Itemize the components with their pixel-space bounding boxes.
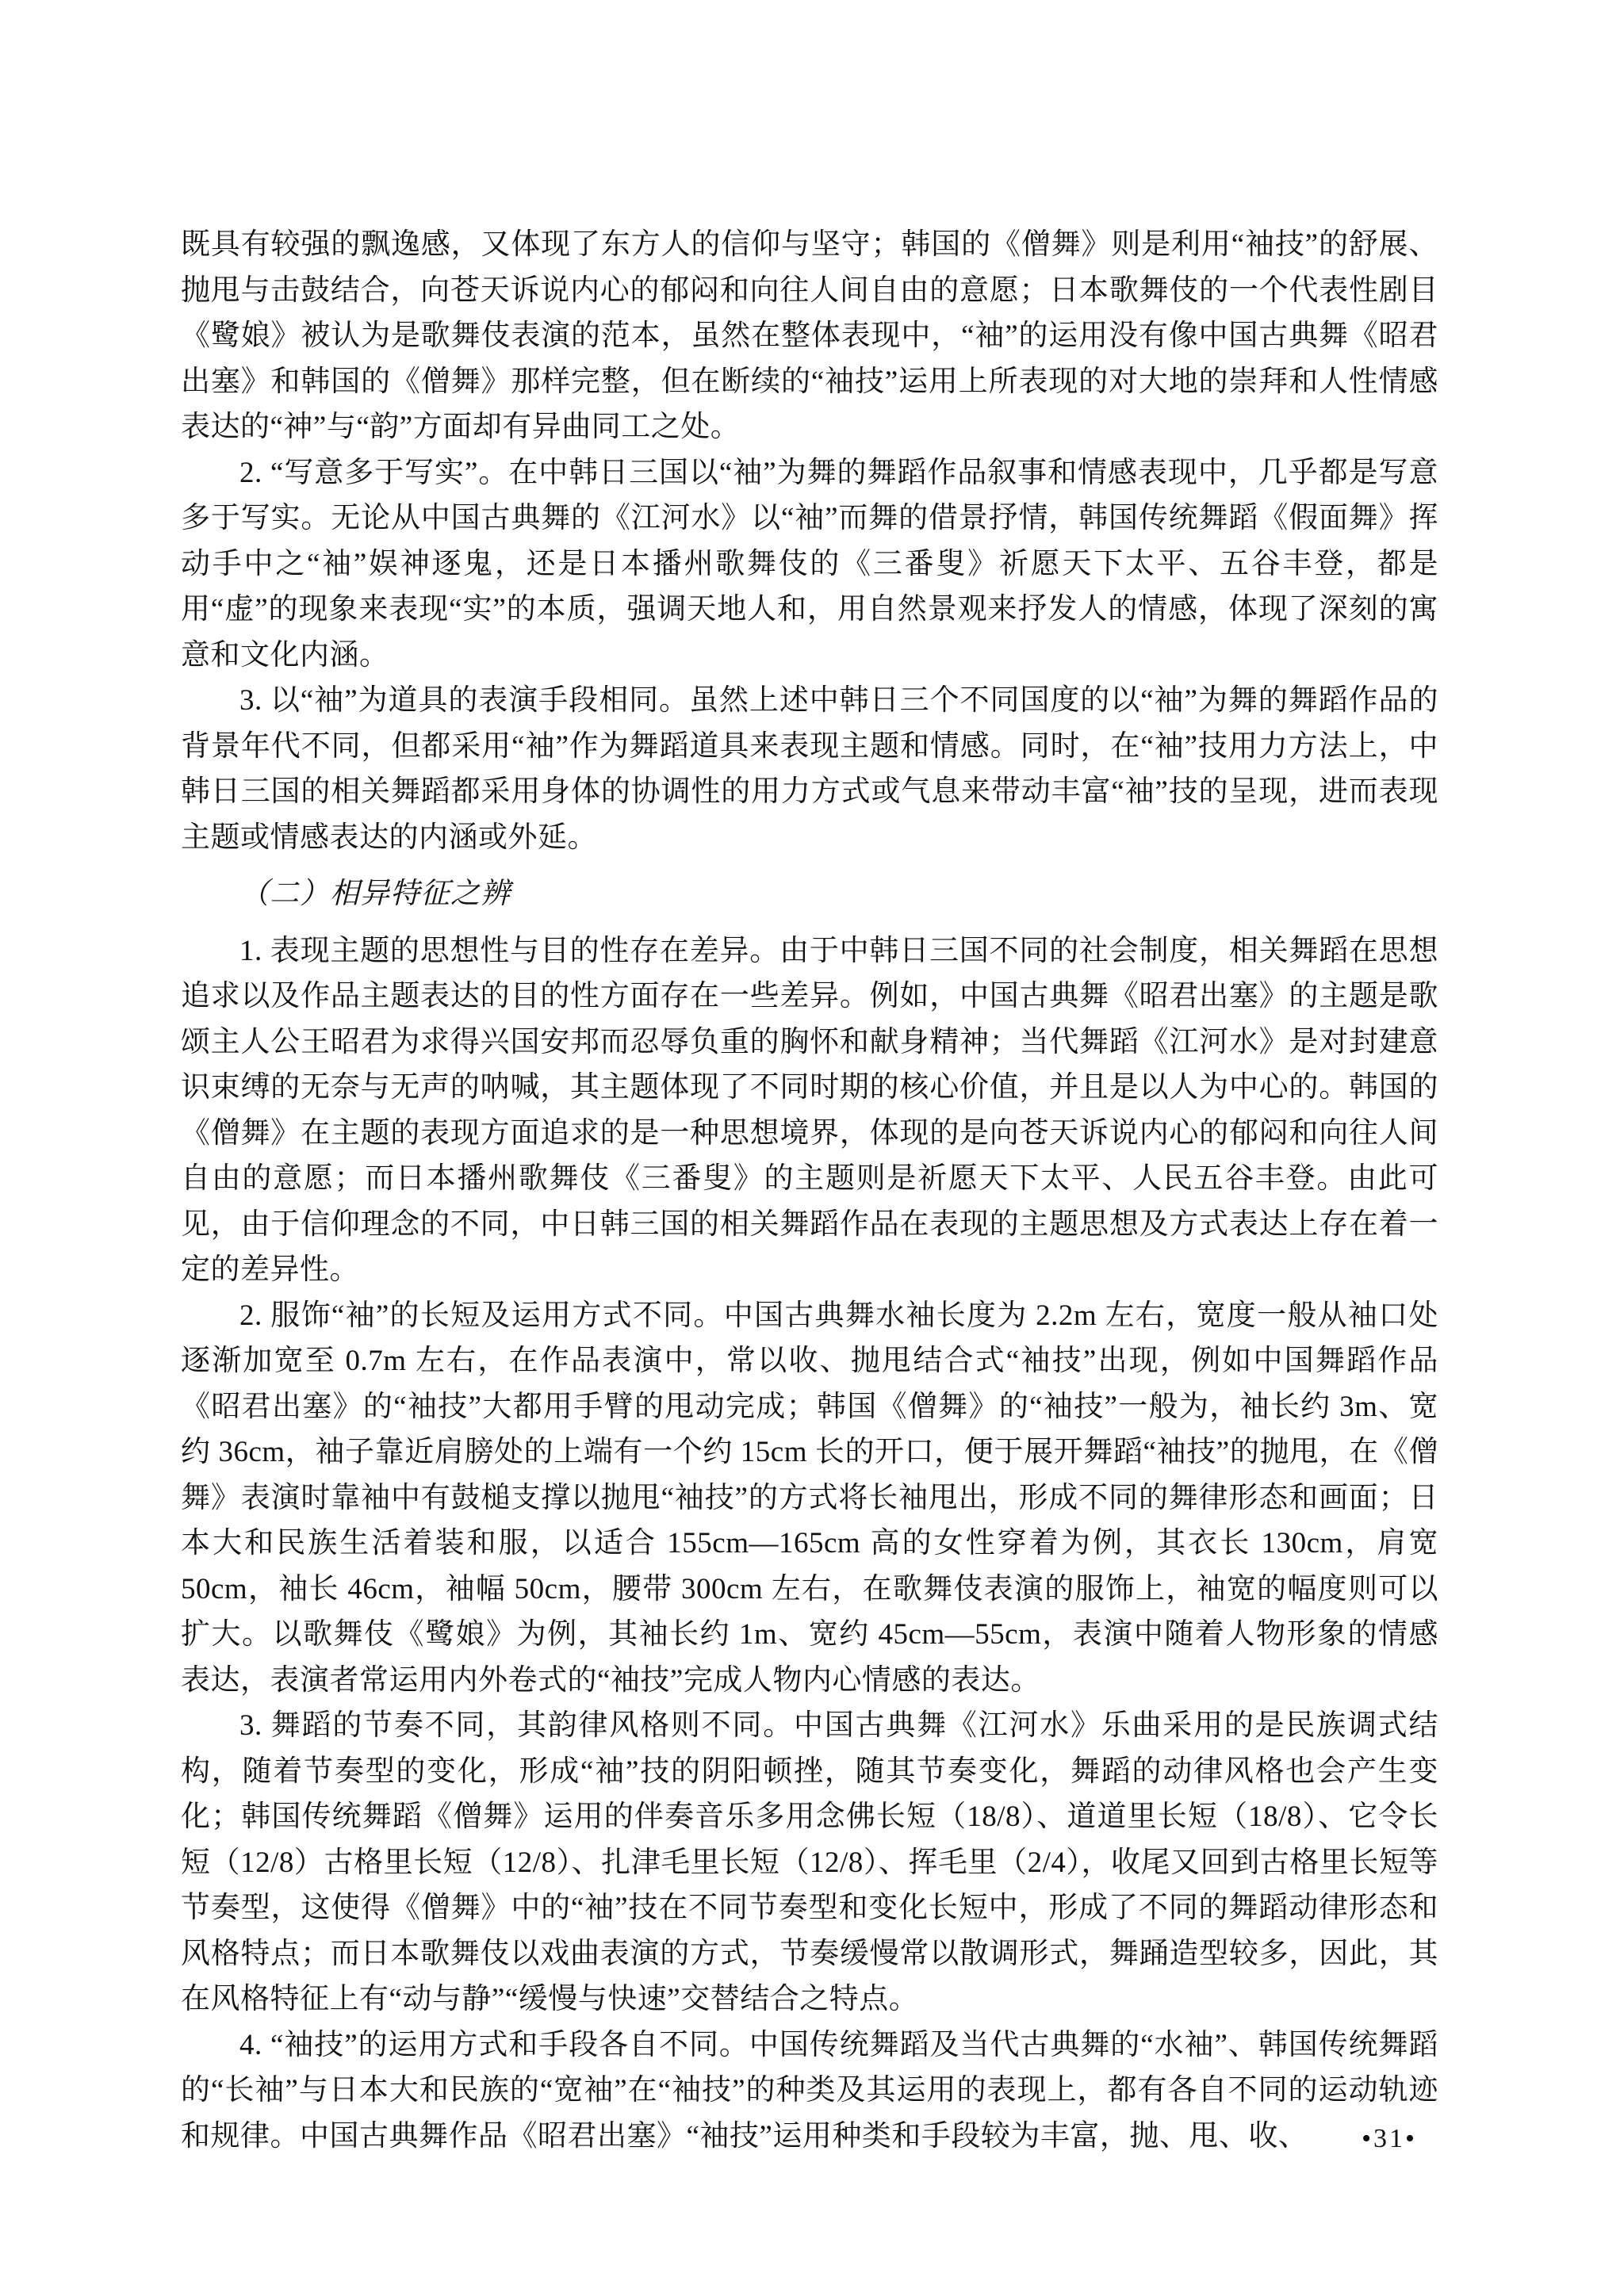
- text-column: [181, 222, 1438, 2159]
- section-heading: （二）相异特征之辨: [239, 878, 511, 910]
- paragraph-similar-3: 3. 以“袖”为道具的表演手段相同。虽然上述中韩日三个不同国度的以“袖”为舞的舞蹈作品的背景年代不同，但都采用“袖”作为舞蹈道具来表现主题和情感。同时，在“袖”技用力方法上，中韩日三国的相关舞蹈都采用身体的协调性的用力方式或气息来带动丰富“袖”技的呈现，进而表现主题或情感表达的内涵或外延。: [181, 684, 1438, 854]
- page-number: •31•: [1362, 2124, 1417, 2153]
- paragraph-continuation: 既具有较强的飘逸感，又体现了东方人的信仰与坚守；韩国的《僧舞》则是利用“袖技”的舒展、抛甩与击鼓结合，向苍天诉说内心的郁闷和向往人间自由的意愿；日本歌舞伎的一个代表性剧目《鹭娘》被认为是歌舞伎表演的范本，虽然在整体表现中，“袖”的运用没有像中国古典舞《昭君出塞》和韩国的《僧舞》那样完整，但在断续的“袖技”运用上所表现的对大地的崇拜和人性情感表达的“神”与“韵”方面却有异曲同工之处。: [181, 228, 1438, 443]
- paragraph-different-3: 3. 舞蹈的节奏不同，其韵律风格则不同。中国古典舞《江河水》乐曲采用的是民族调式结构，随着节奏型的变化，形成“袖”技的阴阳顿挫，随其节奏变化，舞蹈的动律风格也会产生变化；韩国传统舞蹈《僧舞》运用的伴奏音乐多用念佛长短（18/8）、道道里长短（18/8）、它令长短（12/8）古格里长短（12/8）、扎津毛里长短（12/8）、挥毛里（2/4），收尾又回到古格里长短等节奏型，这使得《僧舞》中的“袖”技在不同节奏型和变化长短中，形成了不同的舞蹈动律形态和风格特点；而日本歌舞伎以戏曲表演的方式，节奏缓慢常以散调形式，舞踊造型较多，因此，其在风格特征上有“动与静”“缓慢与快速”交替结合之特点。: [181, 1709, 1438, 2015]
- paragraph-different-2: 2. 服饰“袖”的长短及运用方式不同。中国古典舞水袖长度为 2.2m 左右，宽度一般从袖口处逐渐加宽至 0.7m 左右，在作品表演中，常以收、抛甩结合式“袖技”出现，例如中国舞蹈作品《昭君出塞》的“袖技”大都用手臂的甩动完成；韩国《僧舞》的“袖技”一般为，袖长约 3m、宽约 36cm，袖子靠近肩膀处的上端有一个约 15cm 长的开口，便于展开舞蹈“袖技”的抛甩，在《僧舞》表演时靠袖中有鼓槌支撑以抛甩“袖技”的方式将长袖甩出，形成不同的舞律形态和画面；日本大和民族生活着装和服，以适合 155cm—165cm 高的女性穿着为例，其衣长 130cm，肩宽 50cm，袖长 46cm，袖幅 50cm，腰带 300cm 左右，在歌舞伎表演的服饰上，袖宽的幅度则可以扩大。以歌舞伎《鹭娘》为例，其袖长约 1m、宽约 45cm—55cm，表演中随着人物形象的情感表达，表演者常运用内外卷式的“袖技”完成人物内心情感的表达。: [181, 1299, 1438, 1697]
- paragraph-different-1: 1. 表现主题的思想性与目的性存在差异。由于中韩日三国不同的社会制度，相关舞蹈在思想追求以及作品主题表达的目的性方面存在一些差异。例如，中国古典舞《昭君出塞》的主题是歌颂主人公王昭君为求得兴国安邦而忍辱负重的胸怀和献身精神；当代舞蹈《江河水》是对封建意识束缚的无奈与无声的呐喊，其主题体现了不同时期的核心价值，并且是以人为中心的。韩国的《僧舞》在主题的表现方面追求的是一种思想境界，体现的是向苍天诉说内心的郁闷和向往人间自由的意愿；而日本播州歌舞伎《三番叟》的主题则是祈愿天下太平、人民五谷丰登。由此可见，由于信仰理念的不同，中日韩三国的相关舞蹈作品在表现的主题思想及方式表达上存在着一定的差异性。: [181, 934, 1438, 1286]
- paragraph-similar-2: 2. “写意多于写实”。在中韩日三国以“袖”为舞的舞蹈作品叙事和情感表现中，几乎都是写意多于写实。无论从中国古典舞的《江河水》以“袖”而舞的借景抒情，韩国传统舞蹈《假面舞》挥动手中之“袖”娱神逐鬼，还是日本播州歌舞伎的《三番叟》祈愿天下太平、五谷丰登，都是用“虚”的现象来表现“实”的本质，强调天地人和，用自然景观来抒发人的情感，体现了深刻的寓意和文化内涵。: [181, 456, 1438, 672]
- paragraph-different-4: 4. “袖技”的运用方式和手段各自不同。中国传统舞蹈及当代古典舞的“水袖”、韩国传统舞蹈的“长袖”与日本大和民族的“宽袖”在“袖技”的种类及其运用的表现上，都有各自不同的运动轨迹和规律。中国古典舞作品《昭君出塞》“袖技”运用种类和手段较为丰富，抛、甩、收、: [181, 2028, 1438, 2152]
